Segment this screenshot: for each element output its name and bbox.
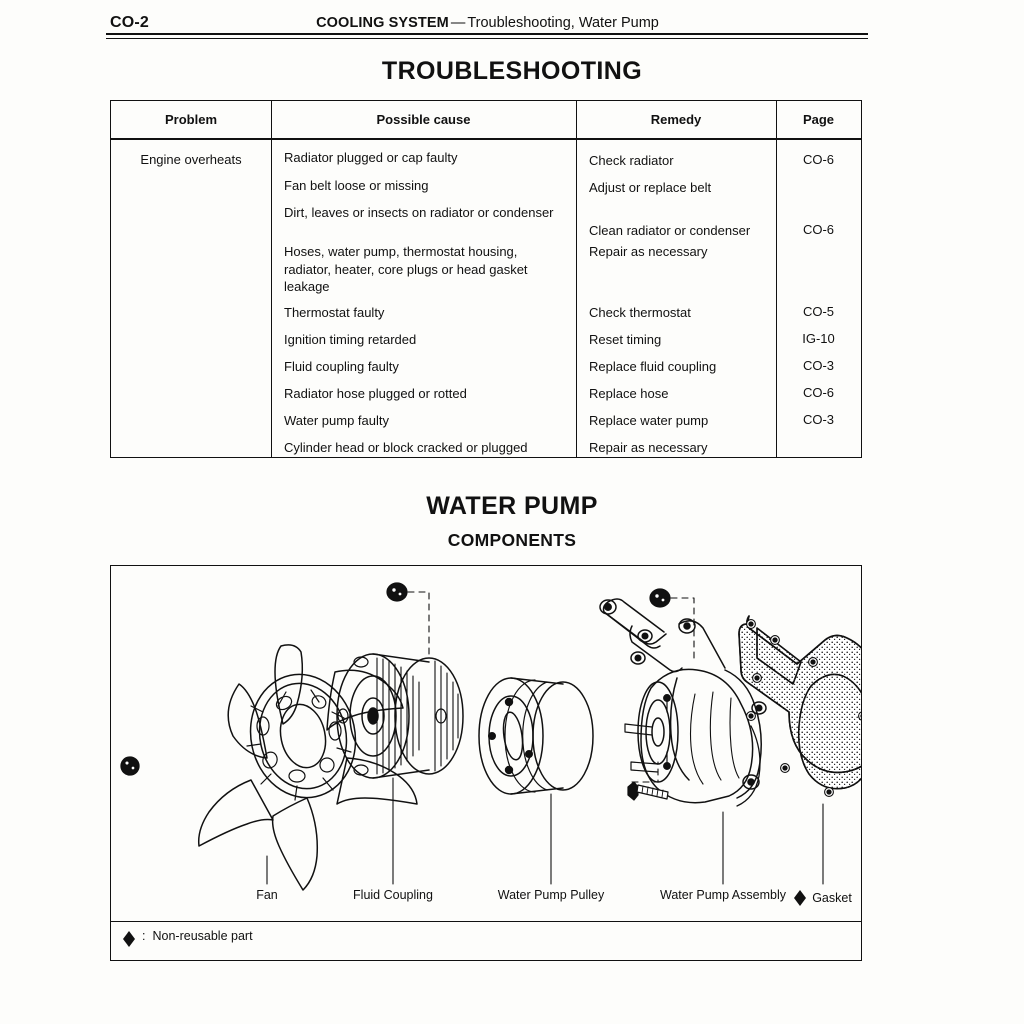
header-dash: — bbox=[450, 15, 466, 31]
possible-cause-cell: Ignition timing retarded bbox=[284, 332, 417, 347]
remedy-cell: Replace water pump bbox=[589, 413, 709, 428]
page-header bbox=[110, 14, 865, 40]
remedy-cell: Clean radiator or condenser bbox=[589, 223, 751, 238]
page-reference-cell[interactable]: CO-3 bbox=[802, 358, 835, 373]
remedy-cell: Replace fluid coupling bbox=[589, 359, 717, 374]
remedy-cell: Check radiator bbox=[589, 153, 674, 168]
troubleshooting-title: TROUBLESHOOTING bbox=[381, 57, 643, 85]
column-header-problem: Problem bbox=[164, 112, 217, 127]
header-section-name: COOLING SYSTEM bbox=[316, 15, 449, 31]
problem-value: Engine overheats bbox=[140, 152, 242, 167]
component-label-text: Fluid Coupling bbox=[353, 888, 433, 902]
component-label-text: Water Pump Pulley bbox=[497, 888, 605, 902]
header-topics: Troubleshooting, Water Pump bbox=[467, 15, 659, 31]
component-label-text: Water Pump Assembly bbox=[660, 888, 786, 902]
component-label bbox=[303, 888, 483, 902]
table-header-row bbox=[111, 101, 861, 138]
remedy-cell: Adjust or replace belt bbox=[589, 180, 712, 195]
component-label bbox=[733, 888, 862, 905]
water-pump-title: WATER PUMP bbox=[426, 492, 598, 520]
page-reference-cell[interactable]: IG-10 bbox=[802, 331, 835, 346]
components-subtitle: COMPONENTS bbox=[447, 530, 577, 550]
page-reference-cell[interactable]: CO-6 bbox=[802, 385, 835, 400]
legend-text: Non-reusable part bbox=[152, 929, 253, 943]
column-header-page: Page bbox=[802, 112, 835, 127]
header-rule-thick bbox=[106, 33, 868, 35]
component-label-text: Gasket bbox=[812, 891, 852, 905]
problem-column bbox=[111, 138, 271, 167]
column-header-possible-cause: Possible cause bbox=[376, 112, 471, 127]
header-title bbox=[110, 15, 865, 31]
possible-cause-cell: Water pump faulty bbox=[284, 413, 390, 428]
page-reference-cell[interactable]: CO-3 bbox=[802, 412, 835, 427]
remedy-cell: Repair as necessary bbox=[589, 440, 708, 455]
header-rule-thin bbox=[106, 38, 868, 39]
remedy-cell: Replace hose bbox=[589, 386, 669, 401]
component-label-text: Fan bbox=[256, 888, 278, 902]
possible-cause-cell: Radiator hose plugged or rotted bbox=[284, 386, 467, 401]
possible-cause-cell: Dirt, leaves or insects on radiator or condenser bbox=[284, 205, 554, 220]
remedy-cell: Check thermostat bbox=[589, 305, 691, 320]
page-reference-cell[interactable]: CO-6 bbox=[802, 152, 835, 167]
legend-separator-rule bbox=[111, 921, 861, 922]
header-page-number: CO-2 bbox=[110, 14, 150, 31]
components-exploded-diagram bbox=[110, 565, 862, 961]
possible-cause-cell: Cylinder head or block cracked or plugged bbox=[284, 440, 528, 455]
page-reference-cell[interactable]: CO-5 bbox=[802, 304, 835, 319]
possible-cause-cell: Fluid coupling faulty bbox=[284, 359, 399, 374]
left-edge-nut bbox=[121, 757, 139, 775]
possible-cause-cell: Fan belt loose or missing bbox=[284, 178, 429, 193]
column-header-remedy: Remedy bbox=[650, 112, 702, 127]
legend-non-reusable bbox=[123, 929, 253, 943]
possible-cause-cell: Thermostat faulty bbox=[284, 305, 385, 320]
diamond-icon bbox=[123, 925, 135, 939]
gasket-part bbox=[739, 616, 861, 884]
page-reference-cell[interactable]: CO-6 bbox=[802, 222, 835, 237]
remedy-cell: Repair as necessary bbox=[589, 244, 708, 259]
possible-cause-cell: Radiator plugged or cap faulty bbox=[284, 150, 458, 165]
table-body bbox=[111, 138, 861, 457]
legend-colon: : bbox=[142, 929, 146, 943]
troubleshooting-table bbox=[110, 100, 862, 458]
remedy-cell: Reset timing bbox=[589, 332, 662, 347]
possible-cause-cell: Hoses, water pump, thermostat housing, radiator, heater, core plugs or head gasket leakage bbox=[284, 244, 528, 294]
component-label bbox=[461, 888, 641, 902]
water-pump-pulley-part bbox=[479, 678, 593, 884]
diamond-icon bbox=[794, 884, 806, 898]
